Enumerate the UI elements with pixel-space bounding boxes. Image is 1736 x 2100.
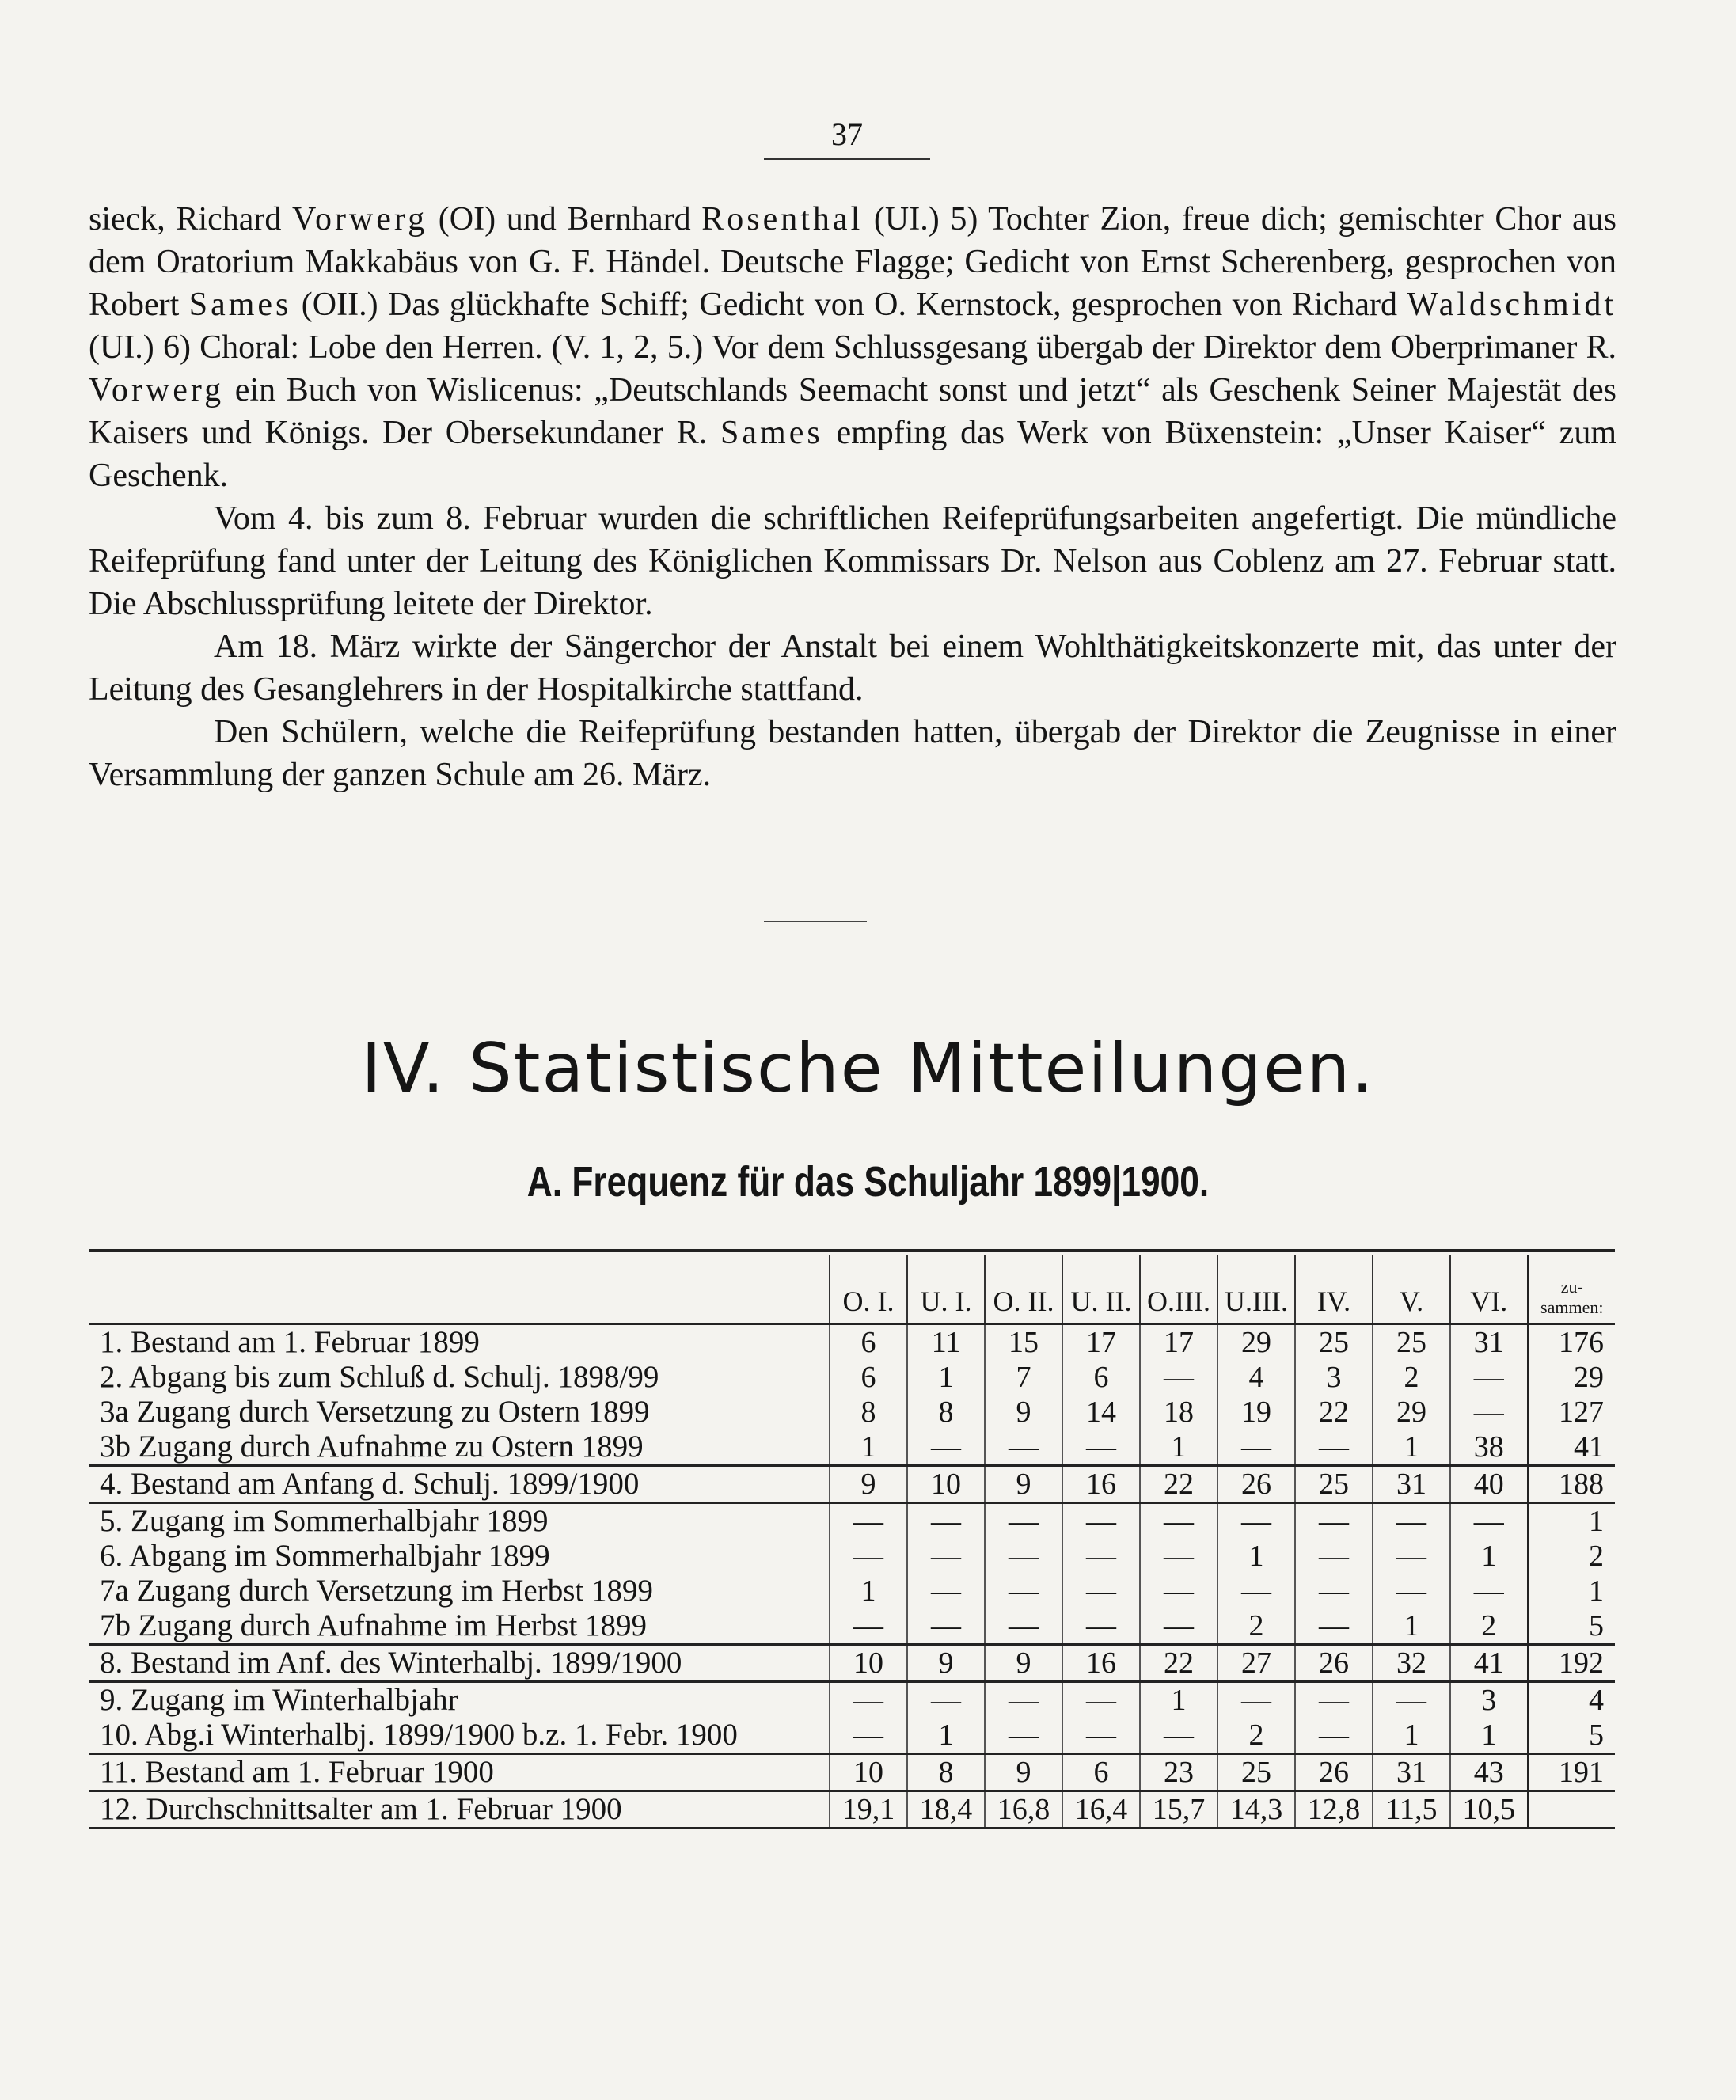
column-header: O. I.	[830, 1255, 907, 1324]
table-cell: —	[1373, 1503, 1450, 1540]
row-label: 5. Zugang im Sommerhalbjahr 1899	[100, 1504, 549, 1538]
table-cell: —	[830, 1539, 907, 1574]
spaced-name: Sames	[720, 415, 823, 451]
table-cell: 6	[1062, 1360, 1140, 1395]
table-cell: 18	[1140, 1395, 1217, 1430]
table-cell: 2	[1373, 1360, 1450, 1395]
table-cell: —	[907, 1430, 985, 1466]
table-cell: —	[1140, 1574, 1217, 1608]
table-cell: 14,3	[1217, 1791, 1295, 1828]
row-label: 3a Zugang durch Versetzung zu Ostern 1899	[100, 1395, 650, 1429]
table-cell: 22	[1140, 1645, 1217, 1682]
table-cell: —	[1140, 1718, 1217, 1754]
text-run: (OI) und Bernhard	[427, 201, 702, 237]
row-label: 7b Zugang durch Aufnahme im Herbst 1899	[89, 1608, 830, 1645]
table-cell: 27	[1217, 1645, 1295, 1682]
table-cell: 10	[907, 1466, 985, 1503]
column-header: U.III.	[1217, 1255, 1295, 1324]
row-label: 1. Bestand am 1. Februar 1899	[100, 1325, 480, 1359]
table-cell: —	[1373, 1539, 1450, 1574]
table-cell: —	[907, 1574, 985, 1608]
table-row	[89, 1324, 1615, 1361]
table-cell: 8	[907, 1395, 985, 1430]
table-cell: 22	[1295, 1395, 1373, 1430]
table-cell: 1	[830, 1574, 907, 1608]
total-cell: 5	[1528, 1608, 1615, 1645]
table-cell: —	[830, 1608, 907, 1645]
table-cell: —	[985, 1539, 1062, 1574]
total-cell: 1	[1528, 1503, 1615, 1540]
table-cell: 8	[830, 1395, 907, 1430]
row-label: 3b Zugang durch Aufnahme zu Ostern 1899	[89, 1430, 830, 1466]
table-cell: 6	[830, 1360, 907, 1395]
total-cell	[1528, 1791, 1615, 1828]
table-header-label	[89, 1255, 830, 1324]
table-cell: 1	[1140, 1682, 1217, 1718]
table-cell: 1	[1140, 1430, 1217, 1466]
table-cell: 41	[1450, 1645, 1528, 1682]
table-cell: 6	[830, 1324, 907, 1361]
table-row	[89, 1430, 1615, 1466]
table-cell: —	[985, 1718, 1062, 1754]
table-cell: 25	[1217, 1754, 1295, 1791]
table-row	[89, 1754, 1615, 1791]
subsection-title: A. Frequenz für das Schuljahr 1899|1900.	[526, 1158, 1210, 1206]
table-cell: —	[907, 1503, 985, 1540]
table-cell: 9	[985, 1645, 1062, 1682]
table-cell: 17	[1140, 1324, 1217, 1361]
column-header-total: zu- sammen:	[1528, 1255, 1615, 1324]
table-row	[89, 1608, 1615, 1645]
table-cell: 9	[985, 1754, 1062, 1791]
table-cell: 31	[1373, 1466, 1450, 1503]
table-row	[89, 1791, 1615, 1828]
table-cell: —	[1140, 1608, 1217, 1645]
table-cell: —	[1217, 1682, 1295, 1718]
table-cell: —	[907, 1608, 985, 1645]
total-cell: 127	[1528, 1395, 1615, 1430]
table-row	[89, 1360, 1615, 1395]
text-run: (UI.) 5) Tochter Zion, freue dich; gemischter Chor aus dem Oratorium Makkabäus von G. F. Händel. Deutsche Flagge; Gedicht von Ernst Scherenberg, gesprochen von Robert	[89, 201, 1616, 323]
column-header: IV.	[1295, 1255, 1373, 1324]
section-title: IV. Statistische Mitteilungen.	[361, 1029, 1375, 1108]
column-header: U. II.	[1062, 1255, 1140, 1324]
table-row	[89, 1503, 1615, 1540]
total-cell: 5	[1528, 1718, 1615, 1754]
column-header: O.III.	[1140, 1255, 1217, 1324]
paragraph	[89, 625, 1616, 711]
table-cell: 1	[1373, 1608, 1450, 1645]
table-cell: —	[830, 1682, 907, 1718]
row-label: 7a Zugang durch Versetzung im Herbst 1899	[100, 1574, 653, 1608]
table-cell: —	[1217, 1503, 1295, 1540]
table-cell: —	[1062, 1539, 1140, 1574]
page-number: 37	[831, 116, 863, 152]
text-run: Vom 4. bis zum 8. Februar wurden die schriftlichen Reifeprüfungsarbeiten angefertigt. Die mündliche Reifeprüfung fand unter der Leitung des Königlichen Kommissars Dr. Nelson aus Coblenz am 27. Februar statt. Die Abschlussprüfung leitete der Direktor.	[89, 500, 1616, 622]
table-cell: —	[830, 1503, 907, 1540]
table-cell: 2	[1217, 1608, 1295, 1645]
table-cell: —	[985, 1574, 1062, 1608]
row-label: 12. Durchschnittsalter am 1. Februar 1900	[89, 1791, 830, 1828]
table-cell: 3	[1295, 1360, 1373, 1395]
table-cell: 25	[1295, 1466, 1373, 1503]
table-cell: —	[1062, 1608, 1140, 1645]
table-cell: 10	[830, 1754, 907, 1791]
row-label: 6. Abgang im Sommerhalbjahr 1899	[100, 1539, 550, 1573]
table-cell: 6	[1062, 1754, 1140, 1791]
table-row	[89, 1395, 1615, 1430]
table-cell: —	[1295, 1608, 1373, 1645]
column-header: VI.	[1450, 1255, 1528, 1324]
table-cell: —	[985, 1430, 1062, 1466]
total-cell: 176	[1528, 1324, 1615, 1361]
frequency-table	[89, 1249, 1615, 1829]
text-run: Am 18. März wirkte der Sängerchor der Anstalt bei einem Wohlthätigkeitskonzerte mit, das unter der Leitung des Gesanglehrers in der Hospitalkirche stattfand.	[89, 628, 1616, 708]
table-cell: 40	[1450, 1466, 1528, 1503]
table-cell: —	[907, 1682, 985, 1718]
text-run: (UI.) 6) Choral: Lobe den Herren. (V. 1, 2, 5.) Vor dem Schlussgesang übergab der Direktor dem Oberprimaner R.	[89, 329, 1616, 366]
table-cell: 32	[1373, 1645, 1450, 1682]
row-label: 11. Bestand am 1. Februar 1900	[89, 1754, 830, 1791]
table-cell: 7	[985, 1360, 1062, 1395]
table-cell: 11	[907, 1324, 985, 1361]
table-cell: —	[1450, 1503, 1528, 1540]
table-cell: 9	[985, 1466, 1062, 1503]
table-cell: —	[985, 1608, 1062, 1645]
table-cell: 15	[985, 1324, 1062, 1361]
table-cell: —	[830, 1718, 907, 1754]
table-cell: 3	[1450, 1682, 1528, 1718]
row-label: 4. Bestand am Anfang d. Schulj. 1899/1900	[89, 1466, 830, 1503]
frequency-table-wrap	[89, 1249, 1615, 1829]
column-header: O. II.	[985, 1255, 1062, 1324]
table-cell: —	[1062, 1430, 1140, 1466]
table-cell: —	[1295, 1539, 1373, 1574]
spaced-name: Waldschmidt	[1407, 287, 1617, 323]
table-cell: 1	[1450, 1718, 1528, 1754]
table-cell: 31	[1373, 1754, 1450, 1791]
table-cell: 19	[1217, 1395, 1295, 1430]
table-cell: —	[985, 1682, 1062, 1718]
table-header-row	[89, 1255, 1615, 1324]
row-label: 9. Zugang im Winterhalbjahr	[100, 1683, 458, 1717]
table-cell: 38	[1450, 1430, 1528, 1466]
table-cell: —	[1140, 1360, 1217, 1395]
table-cell: —	[1295, 1503, 1373, 1540]
table-cell: 23	[1140, 1754, 1217, 1791]
table-cell: 25	[1295, 1324, 1373, 1361]
table-cell: —	[1295, 1682, 1373, 1718]
table-cell: 31	[1450, 1324, 1528, 1361]
table-row	[89, 1466, 1615, 1503]
table-cell: —	[1140, 1503, 1217, 1540]
table-cell: —	[1217, 1430, 1295, 1466]
table-cell: —	[1450, 1395, 1528, 1430]
body-text	[89, 198, 1616, 796]
table-cell: —	[1373, 1682, 1450, 1718]
table-cell: —	[1295, 1574, 1373, 1608]
row-label: 8. Bestand im Anf. des Winterhalbj. 1899/1900	[89, 1645, 830, 1682]
spaced-name: Sames	[188, 287, 292, 323]
table-cell: 11,5	[1373, 1791, 1450, 1828]
table-cell: 16,8	[985, 1791, 1062, 1828]
table-cell: —	[1062, 1718, 1140, 1754]
table-cell: 9	[907, 1645, 985, 1682]
table-cell: 4	[1217, 1360, 1295, 1395]
text-run: Den Schülern, welche die Reifeprüfung bestanden hatten, übergab der Direktor die Zeugnisse in einer Versammlung der ganzen Schule am 26. März.	[89, 714, 1616, 793]
table-cell: 26	[1295, 1754, 1373, 1791]
table-cell: 2	[1217, 1718, 1295, 1754]
table-cell: 17	[1062, 1324, 1140, 1361]
table-cell: 12,8	[1295, 1791, 1373, 1828]
total-cell: 191	[1528, 1754, 1615, 1791]
text-run: (OII.) Das glückhafte Schiff; Gedicht von O. Kernstock, gesprochen von Richard	[291, 287, 1407, 323]
total-cell: 2	[1528, 1539, 1615, 1574]
table-cell: 18,4	[907, 1791, 985, 1828]
page-number-rule	[764, 158, 930, 160]
paragraph	[89, 497, 1616, 625]
table-body	[89, 1324, 1615, 1828]
table-cell: 43	[1450, 1754, 1528, 1791]
table-cell: 1	[1450, 1539, 1528, 1574]
table-cell: —	[1062, 1574, 1140, 1608]
total-cell: 29	[1528, 1360, 1615, 1395]
total-cell: 4	[1528, 1682, 1615, 1718]
table-row	[89, 1539, 1615, 1574]
table-cell: 9	[985, 1395, 1062, 1430]
paragraph	[89, 198, 1616, 497]
table-cell: 8	[907, 1754, 985, 1791]
total-cell: 41	[1528, 1430, 1615, 1466]
column-header: U. I.	[907, 1255, 985, 1324]
table-cell: 1	[1373, 1718, 1450, 1754]
total-cell: 188	[1528, 1466, 1615, 1503]
table-cell: —	[1140, 1539, 1217, 1574]
text-run: empfing das Werk von Büxenstein: „Unser Kaiser“ zum Geschenk.	[89, 415, 1616, 494]
table-cell: 22	[1140, 1466, 1217, 1503]
table-row	[89, 1645, 1615, 1682]
table-cell: 1	[907, 1360, 985, 1395]
table-cell: 16,4	[1062, 1791, 1140, 1828]
table-cell: 10	[830, 1645, 907, 1682]
table-cell: 1	[1217, 1539, 1295, 1574]
table-cell: —	[1450, 1574, 1528, 1608]
spaced-name: Rosenthal	[701, 201, 864, 237]
table-cell: 26	[1217, 1466, 1295, 1503]
table-cell: 1	[1373, 1430, 1450, 1466]
table-cell: —	[1062, 1503, 1140, 1540]
table-cell: 26	[1295, 1645, 1373, 1682]
table-cell: 29	[1373, 1395, 1450, 1430]
table-cell: 14	[1062, 1395, 1140, 1430]
table-cell: —	[1295, 1718, 1373, 1754]
table-cell: 16	[1062, 1466, 1140, 1503]
table-cell: —	[1450, 1360, 1528, 1395]
spaced-name: Vorwerg	[89, 372, 225, 408]
table-cell: 10,5	[1450, 1791, 1528, 1828]
table-cell: —	[1373, 1574, 1450, 1608]
row-label: 2. Abgang bis zum Schluß d. Schulj. 1898/99	[100, 1360, 659, 1394]
table-cell: 19,1	[830, 1791, 907, 1828]
text-run: sieck, Richard	[89, 201, 293, 237]
section-divider	[764, 921, 867, 922]
table-cell: 9	[830, 1466, 907, 1503]
text-run: ein Buch von Wislicenus: „Deutschlands Seemacht sonst und jetzt“ als Geschenk Seiner Majestät des Kaisers und Königs. Der Obersekundaner R.	[89, 372, 1616, 451]
paragraph	[89, 711, 1616, 796]
table-cell: —	[907, 1539, 985, 1574]
table-cell: 25	[1373, 1324, 1450, 1361]
spaced-name: Vorwerg	[292, 201, 428, 237]
table-cell: 29	[1217, 1324, 1295, 1361]
column-header: V.	[1373, 1255, 1450, 1324]
table-cell: 2	[1450, 1608, 1528, 1645]
table-cell: —	[1062, 1682, 1140, 1718]
total-cell: 192	[1528, 1645, 1615, 1682]
row-label: 10. Abg.i Winterhalbj. 1899/1900 b.z. 1. Febr. 1900	[89, 1718, 830, 1754]
table-row	[89, 1682, 1615, 1718]
table-cell: 1	[907, 1718, 985, 1754]
table-cell: —	[1295, 1430, 1373, 1466]
table-cell: 1	[830, 1430, 907, 1466]
table-cell: —	[985, 1503, 1062, 1540]
table-cell: —	[1217, 1574, 1295, 1608]
table-row	[89, 1574, 1615, 1608]
total-cell: 1	[1528, 1574, 1615, 1608]
table-cell: 15,7	[1140, 1791, 1217, 1828]
table-row	[89, 1718, 1615, 1754]
table-cell: 16	[1062, 1645, 1140, 1682]
